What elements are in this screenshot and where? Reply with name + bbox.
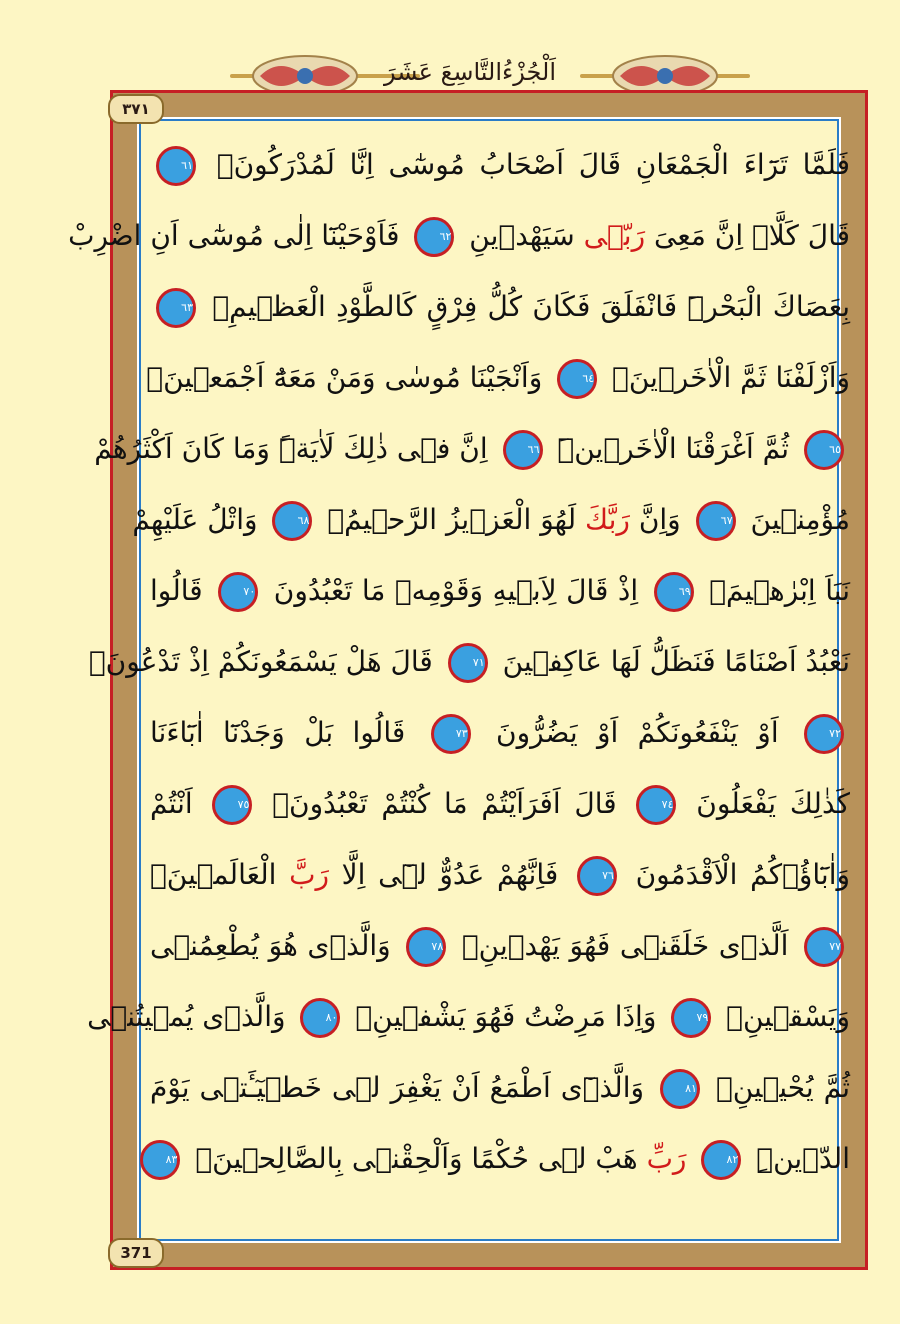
ayah-number-marker: ٨١ bbox=[660, 1069, 700, 1109]
highlighted-word: رَبِّ bbox=[646, 1142, 687, 1175]
ayah-number-marker: ٦٨ bbox=[272, 501, 312, 541]
highlighted-word: رَبَّكَ bbox=[585, 503, 630, 536]
verse-text: هَبْ ل۪ى حُكْمًا وَاَلْحِقْن۪ى بِالصَّالِح۪ينَۙ bbox=[195, 1142, 638, 1175]
verse-text: نَبَاَ اِبْرٰه۪يمَۢ bbox=[709, 574, 851, 607]
verse-text: وَاِنَّ bbox=[629, 503, 681, 536]
verse-line bbox=[87, 982, 850, 1052]
ayah-number-marker: ٧٧ bbox=[804, 927, 844, 967]
verse-line bbox=[88, 627, 850, 697]
ayah-number-marker: ٧٦ bbox=[577, 856, 617, 896]
verse-text: اَنْتُمْ bbox=[150, 787, 193, 820]
ayah-number-marker: ٦٢ bbox=[414, 217, 454, 257]
verse-line bbox=[150, 130, 850, 200]
ayah-number-marker: ٧٢ bbox=[804, 714, 844, 754]
highlighted-word: رَبّ۪ى bbox=[583, 219, 646, 252]
ayah-number-marker: ٦٣ bbox=[156, 288, 196, 328]
ayah-number-marker: ٧٨ bbox=[406, 927, 446, 967]
verse-text: نَعْبُدُ اَصْنَامًا فَنَظَلُّ لَهَا عَاكِف۪ينَ bbox=[502, 645, 850, 678]
ayah-number-marker: ٨٣ bbox=[140, 1140, 180, 1180]
verse-line bbox=[150, 272, 850, 342]
verse-text: وَاتْلُ عَلَيْهِمْ bbox=[132, 503, 258, 536]
ayah-number-marker: ٧٠ bbox=[218, 572, 258, 612]
ayah-number-marker: ٦٤ bbox=[557, 359, 597, 399]
verse-text: كَذٰلِكَ يَفْعَلُونَ bbox=[696, 787, 850, 820]
verse-text: قَالَ اَفَرَاَيْتُمْ مَا كُنْتُمْ تَعْبُدُونَۙ bbox=[272, 787, 617, 820]
ayah-number-marker: ٧٩ bbox=[671, 998, 711, 1038]
verse-text: مُؤْمِن۪ينَ bbox=[750, 503, 850, 536]
verse-line bbox=[150, 1124, 850, 1194]
verse-text: لَهُوَ الْعَز۪يزُ الرَّح۪يمُۚ bbox=[327, 503, 577, 536]
verse-line bbox=[150, 911, 850, 981]
verse-text: وَاَزْلَفْنَا ثَمَّ الْاٰخَر۪ينَۚ bbox=[612, 361, 850, 394]
verse-text: وَالَّذ۪ى هُوَ يُطْعِمُن۪ى bbox=[150, 929, 391, 962]
verse-text: ثُمَّ اَغْرَقْنَا الْاٰخَر۪ينَۜ bbox=[557, 432, 790, 465]
ayah-number-marker: ٦٦ bbox=[503, 430, 543, 470]
verse-text: اَلَّذ۪ى خَلَقَن۪ى فَهُوَ يَهْد۪ينِۙ bbox=[461, 929, 789, 962]
ayah-number-marker: ٦١ bbox=[156, 146, 196, 186]
verse-line bbox=[150, 698, 850, 768]
verse-text: اِنَّ ف۪ى ذٰلِكَ لَاٰيَةًۜ وَمَا كَانَ اَكْثَرُهُمْ bbox=[94, 432, 488, 465]
ayah-number-marker: ٧٤ bbox=[636, 785, 676, 825]
highlighted-word: رَبَّ bbox=[289, 858, 329, 891]
ayah-number-marker: ٧٣ bbox=[431, 714, 471, 754]
verse-text: اَوْ يَنْفَعُونَكُمْ اَوْ يَضُرُّونَ bbox=[496, 716, 779, 749]
verse-text: ثُمَّ يُحْي۪ينِۙ bbox=[715, 1071, 851, 1104]
verse-line bbox=[150, 769, 850, 839]
verse-text: وَالَّذ۪ٓى اَطْمَعُ اَنْ يَغْفِرَ ل۪ى خَط۪يٓـَٔت۪ى يَوْمَ bbox=[150, 1071, 644, 1104]
verse-text: وَاَنْجَيْنَا مُوسٰى وَمَنْ مَعَهُٓ اَجْمَع۪ينَۚ bbox=[146, 361, 543, 394]
juz-title: اَلْجُزْءُالتَّاسِعَ عَشَرَ bbox=[383, 58, 557, 86]
ayah-number-marker: ٨٠ bbox=[300, 998, 340, 1038]
verse-text: وَيَسْق۪ينِۙ bbox=[726, 1000, 850, 1033]
verse-text: اِذْ قَالَ لِاَب۪يهِ وَقَوْمِه۪ مَا تَعْبُدُونَ bbox=[273, 574, 639, 607]
verse-line bbox=[94, 414, 850, 484]
verse-text: الْعَالَم۪ينَۙ bbox=[150, 858, 277, 891]
verse-line bbox=[150, 1053, 850, 1123]
verse-text: قَالُوا بَلْ وَجَدْنَٓا اٰبَٓاءَنَا bbox=[150, 716, 406, 749]
verse-text: الدّ۪ينِۜ bbox=[756, 1142, 850, 1175]
ayah-number-marker: ٦٥ bbox=[804, 430, 844, 470]
verse-text: وَاٰبَٓاؤُ۬كُمُ الْاَقْدَمُونَ bbox=[635, 858, 851, 891]
verse-text: قَالَ كَلَّاۚ اِنَّ مَعِىَ bbox=[645, 219, 850, 252]
verse-line bbox=[132, 485, 850, 555]
ayah-number-marker: ٧٥ bbox=[212, 785, 252, 825]
page-number-bottom: 371 bbox=[108, 1238, 164, 1268]
verse-text: فَاِنَّهُمْ عَدُوٌّ ل۪ٓى اِلَّا bbox=[329, 858, 559, 891]
ayah-number-marker: ٦٩ bbox=[654, 572, 694, 612]
verse-text: وَالَّذ۪ى يُم۪يتُن۪ى bbox=[87, 1000, 286, 1033]
ayah-number-marker: ٨٢ bbox=[701, 1140, 741, 1180]
verse-line bbox=[150, 840, 850, 910]
verse-line bbox=[146, 343, 850, 413]
verse-text: بِعَصَاكَ الْبَحْرَۜ فَانْفَلَقَ فَكَانَ كُلُّ فِرْقٍ كَالطَّوْدِ الْعَظ۪يمِۚ bbox=[212, 290, 850, 323]
verse-line bbox=[150, 556, 850, 626]
verse-text: سَيَهْد۪ينِ bbox=[469, 219, 575, 252]
ayah-number-marker: ٧١ bbox=[448, 643, 488, 683]
verse-text: قَالُوا bbox=[150, 574, 203, 607]
verse-text: فَلَمَّا تَرَٓاءَ الْجَمْعَانِ قَالَ اَصْحَابُ مُوسٰٓى اِنَّا لَمُدْرَكُونَۚ bbox=[216, 148, 851, 181]
verse-text: فَاَوْحَيْنَٓا اِلٰى مُوسٰٓى اَنِ اضْرِبْ bbox=[68, 219, 400, 252]
verse-line bbox=[68, 201, 850, 271]
page-number-top: ٣٧١ bbox=[108, 94, 164, 124]
verse-text: وَاِذَا مَرِضْتُ فَهُوَ يَشْف۪ينِۖ bbox=[355, 1000, 657, 1033]
verse-text: قَالَ هَلْ يَسْمَعُونَكُمْ اِذْ تَدْعُونَۙ bbox=[88, 645, 433, 678]
ayah-number-marker: ٦٧ bbox=[696, 501, 736, 541]
